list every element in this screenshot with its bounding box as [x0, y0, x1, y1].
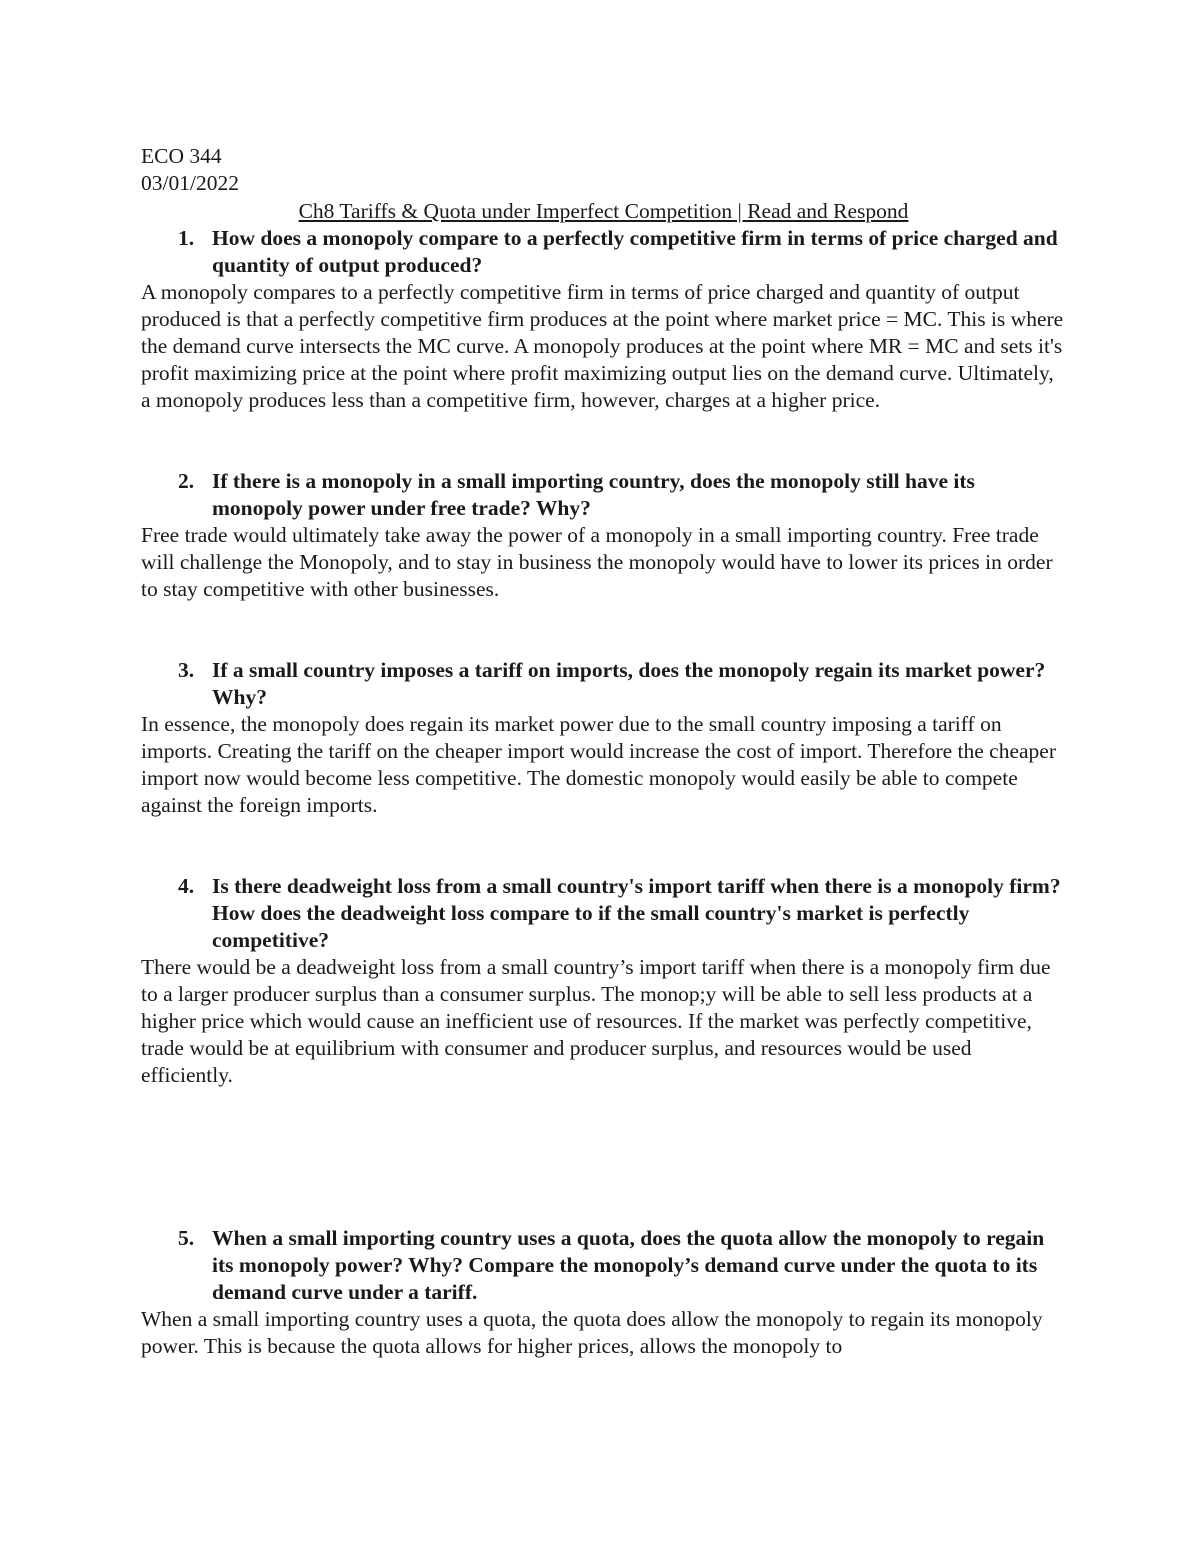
question-text: When a small importing country uses a quota, does the quota allow the monopoly to regain its monopoly power? Why? Compare the monopoly’s demand curve under the quota to its demand curve under a tariff.	[212, 1226, 1045, 1304]
document-date: 03/01/2022	[141, 171, 239, 195]
course-code: ECO 344	[141, 144, 222, 168]
question-number: 3.	[178, 658, 195, 682]
question-number: 1.	[178, 226, 195, 250]
document-page	[141, 143, 1066, 1360]
question-text: If there is a monopoly in a small importing country, does the monopoly still have its monopoly power under free trade? Why?	[212, 469, 975, 520]
question-3	[141, 657, 1066, 711]
answer-1: A monopoly compares to a perfectly competitive firm in terms of price charged and quantity of output produced is that a perfectly competitive firm produces at the point where market price = MC. This is where the demand curve intersects the MC curve. A monopoly produces at the point where MR = MC and sets it's profit maximizing price at the point where profit maximizing output lies on the demand curve. Ultimately, a monopoly produces less than a competitive firm, however, charges at a higher price.	[141, 280, 1064, 412]
question-text: How does a monopoly compare to a perfectly competitive firm in terms of price charged and quantity of output produced?	[212, 226, 1058, 277]
question-number: 5.	[178, 1226, 195, 1250]
question-1	[141, 225, 1066, 279]
answer-4: There would be a deadweight loss from a small country’s import tariff when there is a monopoly firm due to a larger producer surplus than a consumer surplus. The monop;y will be able to sell less products at a higher price which would cause an inefficient use of resources. If the market was perfectly competitive, trade would be at equilibrium with consumer and producer surplus, and resources would be used efficiently.	[141, 955, 1051, 1087]
question-4	[141, 873, 1066, 954]
question-text: Is there deadweight loss from a small country's import tariff when there is a monopoly firm? How does the deadweight loss compare to if the small country's market is perfectly competitive?	[212, 874, 1061, 952]
answer-5: When a small importing country uses a quota, the quota does allow the monopoly to regain its monopoly power. This is because the quota allows for higher prices, allows the monopoly to	[141, 1307, 1043, 1358]
question-2	[141, 468, 1066, 522]
question-number: 2.	[178, 469, 195, 493]
question-number: 4.	[178, 874, 195, 898]
answer-3: In essence, the monopoly does regain its market power due to the small country imposing a tariff on imports. Creating the tariff on the cheaper import would increase the cost of import. Therefore the cheaper import now would become less competitive. The domestic monopoly would easily be able to compete against the foreign imports.	[141, 712, 1057, 817]
question-text: If a small country imposes a tariff on imports, does the monopoly regain its market power? Why?	[212, 658, 1046, 709]
question-5	[141, 1225, 1066, 1306]
answer-2: Free trade would ultimately take away the power of a monopoly in a small importing country. Free trade will challenge the Monopoly, and to stay in business the monopoly would have to lower its prices in order to stay competitive with other businesses.	[141, 523, 1053, 601]
document-title: Ch8 Tariffs & Quota under Imperfect Competition | Read and Respond	[298, 199, 909, 223]
